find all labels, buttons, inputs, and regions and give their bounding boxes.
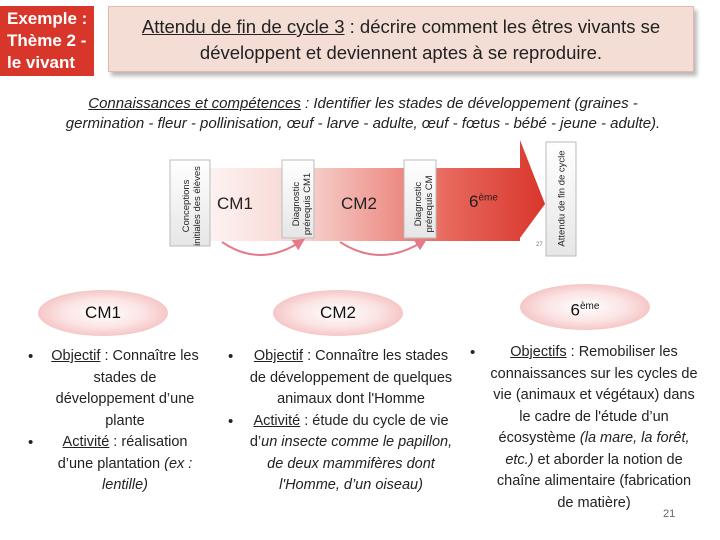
sixieme-column bbox=[466, 342, 700, 514]
sixieme-objectives-label: Objectifs bbox=[510, 344, 567, 360]
page-number: 21 bbox=[663, 508, 676, 520]
attendu-text: Attendu de fin de cycle bbox=[556, 150, 568, 247]
diag2-line-1: Diagnostic bbox=[413, 181, 424, 227]
cm1-activity-label: Activité bbox=[62, 434, 110, 450]
competences-paragraph bbox=[58, 94, 668, 134]
diag1-line-2: prérequis CM1 bbox=[302, 172, 313, 236]
conceptions-label bbox=[181, 163, 203, 249]
cm2-objective-text: : Connaître les stades de développement de quelques animaux dont l'Homme bbox=[249, 348, 453, 407]
sixieme-objectives-italic: (la mare, la forêt, etc.) bbox=[505, 430, 690, 468]
theme-line-1: Exemple : bbox=[7, 9, 88, 28]
cm1-bullet-activity bbox=[24, 432, 204, 497]
oval-cm2 bbox=[273, 290, 403, 336]
goal-box bbox=[108, 6, 694, 72]
cm1-activity-italic: (ex : lentille) bbox=[102, 455, 193, 493]
theme-line-3: le vivant bbox=[7, 53, 76, 72]
sixieme-objectives-text: : Remobiliser les connaissances sur les cycles de vie (animaux et végétaux) dans le cadre de l'étude d’un écosystème bbox=[490, 344, 698, 446]
diagnostic-cm1-label bbox=[291, 165, 313, 243]
oval-cm2-label: CM2 bbox=[320, 303, 356, 322]
oval-6-base: 6 bbox=[570, 300, 580, 320]
curve-arrow-cm1 bbox=[222, 242, 300, 255]
cm1-bullet-objective bbox=[24, 346, 204, 432]
conceptions-line-2: initiales des élèves bbox=[192, 166, 203, 246]
oval-6eme bbox=[520, 284, 650, 330]
cm1-activity-text: : réalisation d’une plantation bbox=[57, 434, 188, 472]
cm2-activity-label: Activité bbox=[253, 412, 301, 429]
goal-title: Attendu de fin de cycle 3 bbox=[141, 16, 345, 37]
competences-text: : Identifier les stades de développement (graines - germination - fleur - pollinisation, œuf - larve - adulte, œuf - fœtus - bébé - jeune - adulte). bbox=[65, 95, 661, 132]
cm2-activity-text: : étude du cycle de vie d’ bbox=[249, 412, 449, 450]
oval-cm1-label: CM1 bbox=[85, 303, 121, 322]
diagram-stage-6eme bbox=[469, 192, 498, 212]
conceptions-line-1: Conceptions bbox=[181, 179, 192, 233]
cm1-objective-text: : Connaître les stades de développement d’une plante bbox=[55, 348, 199, 429]
stage-6-sup: ème bbox=[478, 192, 498, 204]
diagram-stage-cm2: CM2 bbox=[341, 194, 377, 213]
cm1-objective-label: Objectif bbox=[51, 348, 101, 364]
cm2-column bbox=[224, 346, 456, 497]
cm2-activity-italic: un insecte comme le papillon, de deux mammifères dont l'Homme, d’un oiseau) bbox=[261, 434, 453, 493]
attendu-label bbox=[557, 142, 568, 256]
diag1-line-1: Diagnostic bbox=[291, 181, 302, 227]
competences-title: Connaissances et compétences bbox=[88, 95, 301, 112]
diagram-stage-cm1: CM1 bbox=[217, 194, 253, 213]
curve-arrow-cm2 bbox=[340, 242, 422, 255]
progression-arrow bbox=[170, 140, 545, 241]
cm2-bullet-objective bbox=[224, 346, 456, 411]
cm2-objective-label: Objectif bbox=[253, 348, 304, 364]
diagram-small-number: 27 bbox=[536, 242, 543, 248]
diagnostic-cm-label bbox=[413, 165, 435, 243]
stage-6-base: 6 bbox=[469, 192, 479, 211]
theme-label bbox=[0, 6, 94, 76]
sixieme-bullet-objectives bbox=[466, 342, 700, 514]
sixieme-objectives-text-2: et aborder la notion de chaîne alimentaire (fabrication de matière) bbox=[496, 451, 692, 511]
oval-6-sup: ème bbox=[580, 301, 600, 312]
cm2-bullet-activity bbox=[224, 411, 456, 497]
cm1-column bbox=[24, 346, 204, 497]
theme-line-2: Thème 2 - bbox=[7, 31, 87, 50]
oval-cm1 bbox=[38, 290, 168, 336]
goal-text: : décrire comment les êtres vivants se développent et deviennent aptes à se reproduire. bbox=[199, 16, 661, 63]
diag2-line-2: prérequis CM bbox=[424, 175, 435, 233]
